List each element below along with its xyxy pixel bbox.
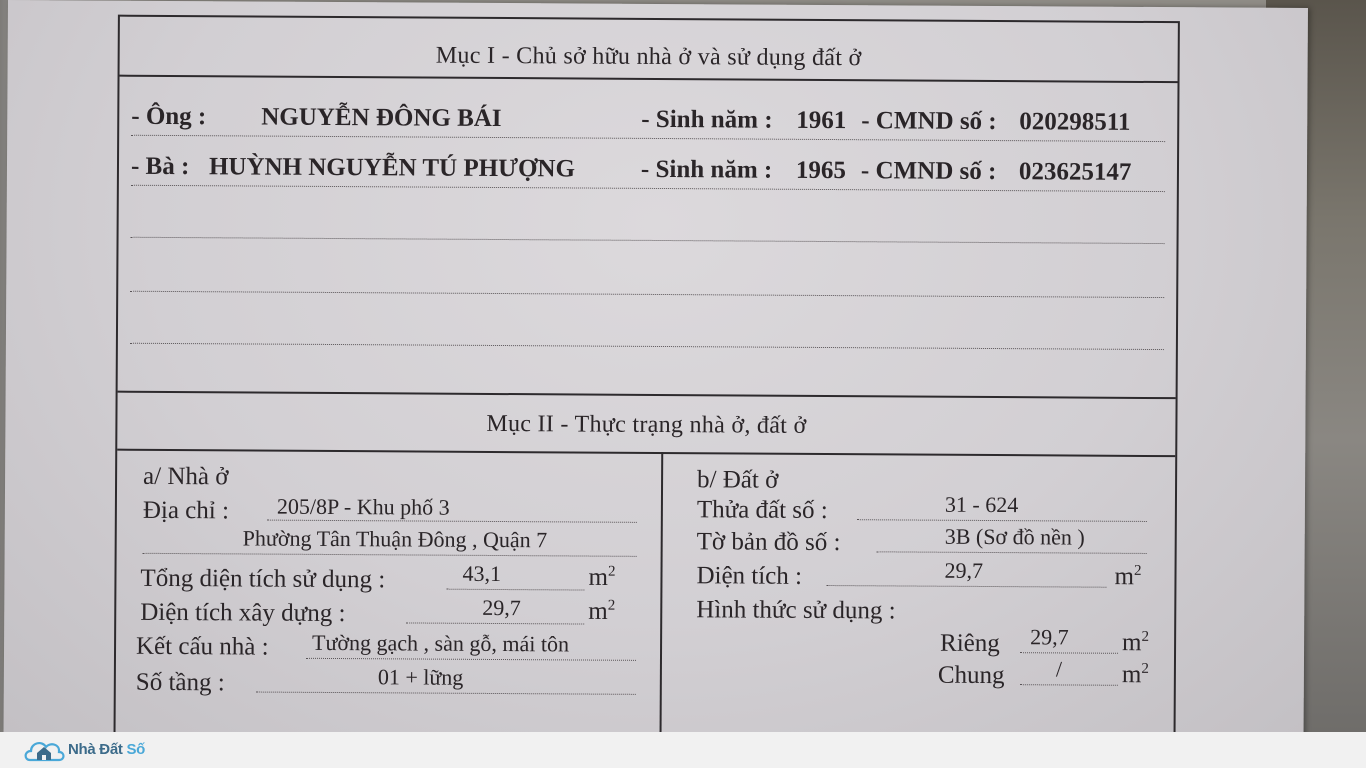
- total-area-unit: $m^2$: [588, 563, 616, 592]
- divider: [118, 391, 1176, 399]
- dotted-line: [1020, 684, 1118, 686]
- divider: [120, 75, 1178, 83]
- dotted-line: [1020, 652, 1118, 654]
- certificate-paper: [4, 0, 1308, 740]
- land-area-value: 29,7: [944, 557, 984, 583]
- section2-title: Mục II - Thực trạng nhà ở, đất ở: [486, 410, 807, 439]
- watermark-footer: [0, 732, 1366, 768]
- owner-name: NGUYỄN ĐÔNG BÁI: [261, 103, 502, 133]
- dotted-line: [130, 343, 1164, 350]
- address-label: Địa chỉ :: [142, 496, 230, 525]
- id-number: 020298511: [1019, 108, 1131, 136]
- house-cloud-icon: [22, 734, 66, 766]
- dotted-line: [826, 585, 1106, 588]
- birth-year: 1961: [796, 106, 847, 135]
- land-area-label: Diện tích :: [696, 562, 803, 590]
- dotted-line: [256, 692, 636, 695]
- owner-row-2: [130, 152, 1165, 186]
- id-label: - CMND số :: [860, 157, 997, 186]
- map-label: Tờ bản đồ số :: [696, 528, 841, 557]
- dotted-line: [306, 658, 636, 661]
- site-logo-text: Nhà Đất Số: [68, 741, 146, 758]
- dotted-line: [143, 553, 637, 557]
- divider: [117, 449, 1175, 457]
- plot-label: Thửa đất số :: [696, 496, 828, 525]
- dotted-line: [131, 135, 1165, 142]
- build-area-value: 29,7: [482, 594, 521, 621]
- id-number: 023625147: [1018, 158, 1132, 186]
- dotted-line: [130, 291, 1164, 298]
- owner-name: HUỲNH NGUYỄN TÚ PHƯỢNG: [208, 153, 576, 183]
- id-label: - CMND số :: [861, 107, 997, 136]
- address-line2: Phường Tân Thuận Đông , Quận 7: [242, 525, 548, 553]
- total-area-label: Tổng diện tích sử dụng :: [140, 564, 386, 594]
- build-area-label: Diện tích xây dựng :: [140, 598, 346, 628]
- birth-label: - Sinh năm :: [641, 105, 773, 134]
- total-area-value: 43,1: [462, 560, 502, 587]
- dotted-line: [267, 520, 637, 523]
- land-heading: b/ Đất ở: [697, 466, 779, 494]
- floors-value: 01 + lững: [377, 664, 464, 690]
- land-area-unit: $m^2$: [1114, 562, 1142, 591]
- private-value: 29,7: [1030, 624, 1069, 650]
- birth-year: 1965: [795, 156, 847, 185]
- column-divider: [659, 452, 663, 756]
- plot-value: 31 - 624: [944, 491, 1019, 518]
- structure-value: Tường gạch , sàn gỗ, mái tôn: [312, 629, 570, 657]
- owner-prefix: - Bà :: [130, 152, 190, 181]
- private-label: Riêng: [940, 629, 1000, 658]
- dotted-line: [877, 551, 1147, 554]
- birth-label: - Sinh năm :: [640, 155, 773, 184]
- address-line1: 205/8P - Khu phố 3: [276, 493, 450, 520]
- owner-prefix: - Ông :: [131, 102, 207, 131]
- shared-unit: $m^2$: [1121, 660, 1149, 689]
- dotted-line: [857, 519, 1147, 522]
- shared-label: Chung: [937, 661, 1005, 690]
- dotted-line: [131, 237, 1165, 244]
- dotted-line: [406, 622, 584, 624]
- private-unit: $m^2$: [1122, 628, 1150, 657]
- shared-value: /: [1055, 656, 1063, 682]
- map-value: 3B (Sơ đồ nền ): [944, 523, 1085, 550]
- owner-row-1: [131, 102, 1165, 136]
- section1-title: Mục I - Chủ sở hữu nhà ở và sử dụng đất ở: [435, 42, 862, 72]
- structure-label: Kết cấu nhà :: [135, 632, 269, 661]
- dotted-line: [446, 589, 584, 591]
- floors-label: Số tầng :: [135, 668, 225, 697]
- dotted-line: [131, 185, 1165, 192]
- house-heading: a/ Nhà ở: [143, 462, 229, 491]
- certificate-form: [113, 15, 1180, 761]
- usage-label: Hình thức sử dụng :: [696, 596, 896, 625]
- build-area-unit: $m^2$: [588, 597, 616, 626]
